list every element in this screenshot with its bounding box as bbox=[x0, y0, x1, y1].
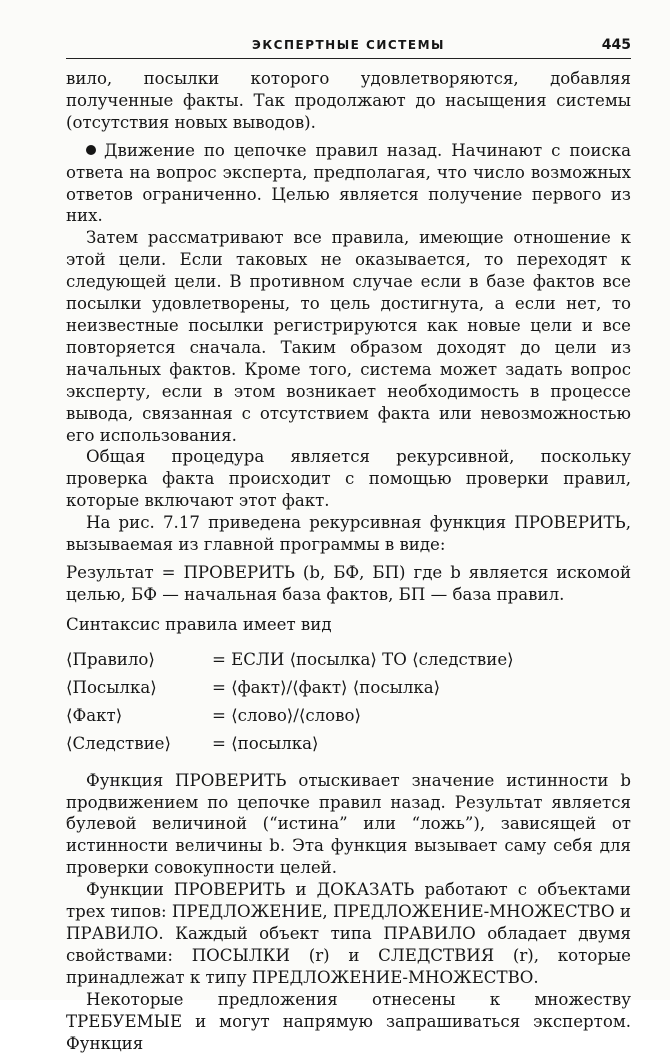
bullet-paragraph bbox=[66, 140, 631, 228]
paragraph: Общая процедура является рекурсивной, поскольку проверка факта происходит с помощью проверки правил, которые включают этот факт. bbox=[66, 447, 631, 511]
grammar-rule bbox=[66, 730, 631, 758]
paragraph: На рис. 7.17 приведена рекурсивная функция ПРОВЕРИТЬ, вызываемая из главной программы в виде: bbox=[66, 513, 631, 555]
formula-paragraph: Результат = ПРОВЕРИТЬ (b, БФ, БП) где b является искомой целью, БФ — начальная база фактов, БП — база правил. bbox=[66, 562, 631, 604]
grammar-rule bbox=[66, 702, 631, 730]
paragraph: Функция ПРОВЕРИТЬ отыскивает значение истинности b продвижением по цепочке правил назад. Результат является булевой величиной (“истина” или “ложь”), зависящей от истинности величины b. Эта функция вызывает саму себя для проверки совокупности целей. bbox=[66, 770, 631, 878]
grammar-block bbox=[66, 646, 631, 758]
grammar-lhs: ⟨Факт⟩ bbox=[66, 705, 123, 725]
paragraph: Функции ПРОВЕРИТЬ и ДОКАЗАТЬ работают с объектами трех типов: ПРЕДЛОЖЕНИЕ, ПРЕДЛОЖЕНИЕ-МНОЖЕСТВО и ПРАВИЛО. Каждый объект типа ПРАВИЛО обладает двумя свойствами: ПОСЫЛКИ (r) и СЛЕДСТВИЯ (r), которые принадлежат к типу ПРЕДЛОЖЕНИЕ-МНОЖЕСТВО. bbox=[66, 880, 631, 987]
running-header bbox=[66, 36, 631, 59]
page-number: 445 bbox=[601, 37, 631, 53]
body-text bbox=[66, 68, 631, 1054]
grammar-rhs: = ⟨факт⟩/⟨факт⟩ ⟨посылка⟩ bbox=[212, 677, 441, 697]
grammar-rule bbox=[66, 674, 631, 702]
grammar-rhs: = ⟨слово⟩/⟨слово⟩ bbox=[212, 705, 361, 725]
grammar-lhs: ⟨Правило⟩ bbox=[66, 649, 155, 669]
syntax-caption: Синтаксис правила имеет вид bbox=[66, 614, 332, 634]
bullet-icon bbox=[86, 145, 96, 155]
grammar-lhs: ⟨Посылка⟩ bbox=[66, 677, 157, 697]
paragraph-text: Движение по цепочке правил назад. Начинают с поиска ответа на вопрос эксперта, предполагая, что число возможных ответов ограниченно. Целью является получение первого из них. bbox=[66, 140, 631, 226]
paragraph: Затем рассматривают все правила, имеющие отношение к этой цели. Если таковых не оказывается, то переходят к следующей цели. В противном случае если в базе фактов все посылки удовлетворены, то цель достигнута, а если нет, то неизвестные посылки регистрируются как новые цели и все повторяется сначала. Таким образом доходят до цели из начальных фактов. Кроме того, система может задать вопрос эксперту, если в этом возникает необходимость в процессе вывода, связанная с отсутствием факта или невозможностью его использования. bbox=[66, 228, 631, 445]
running-title: ЭКСПЕРТНЫЕ СИСТЕМЫ bbox=[252, 38, 445, 52]
grammar-lhs: ⟨Следствие⟩ bbox=[66, 733, 171, 753]
grammar-rhs: = ⟨посылка⟩ bbox=[212, 733, 319, 753]
grammar-rule bbox=[66, 646, 631, 674]
paragraph: Некоторые предложения отнесены к множеству ТРЕБУЕМЫЕ и могут напрямую запрашиваться экспертом. Функция bbox=[66, 989, 631, 1053]
paragraph: вило, посылки которого удовлетворяются, добавляя полученные факты. Так продолжают до насыщения системы (отсутствия новых выводов). bbox=[66, 69, 631, 132]
grammar-rhs: = ЕСЛИ ⟨посылка⟩ ТО ⟨следствие⟩ bbox=[212, 649, 514, 669]
